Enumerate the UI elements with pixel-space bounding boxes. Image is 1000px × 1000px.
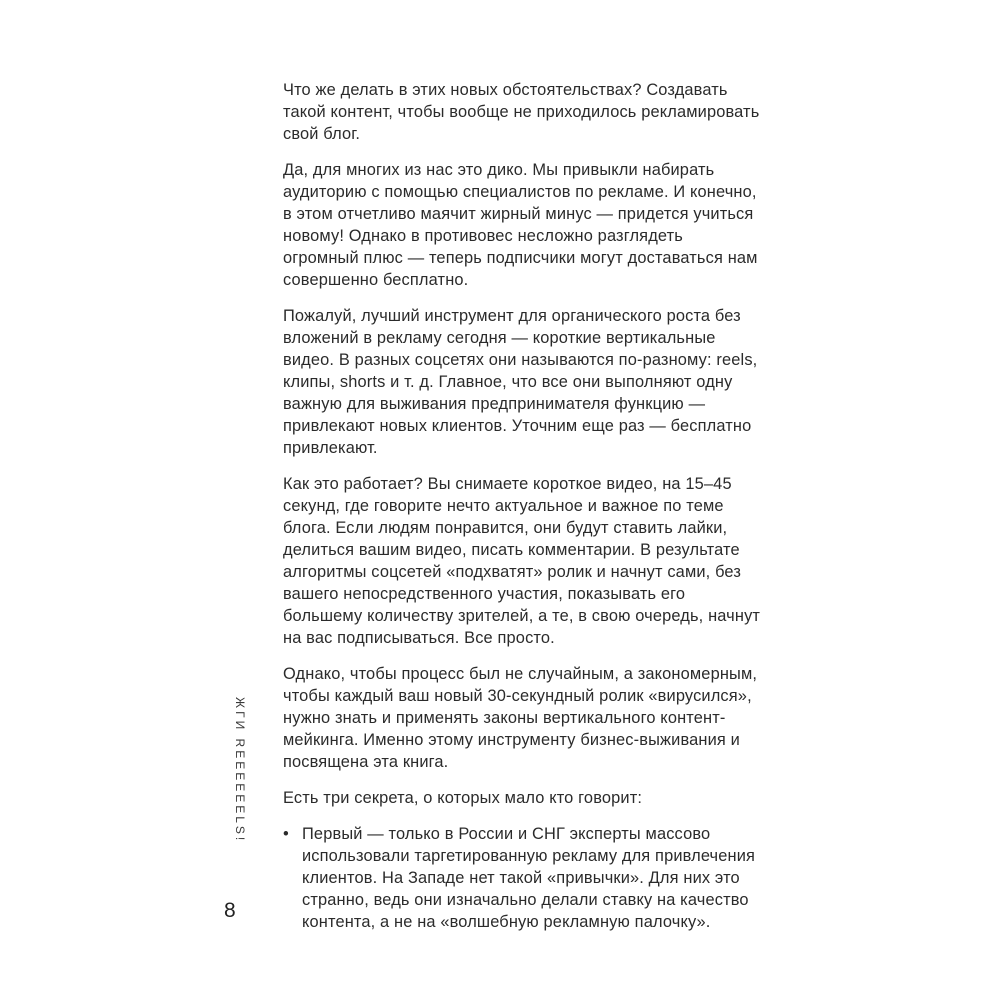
paragraph: Да, для многих из нас это дико. Мы привыкли набирать аудиторию с помощью специалистов по рекламе. И конечно, в этом отчетливо маячит жирный минус — придется учиться новому! Однако в противовес несложно разглядеть огромный плюс — теперь подписчики могут доставаться нам совершенно бесплатно.	[283, 161, 758, 289]
page-number: 8	[224, 899, 236, 922]
bullet-list	[283, 823, 763, 933]
paragraph: Однако, чтобы процесс был не случайным, а закономерным, чтобы каждый ваш новый 30-секундный ролик «вирусился», нужно знать и применять законы вертикального контент-мейкинга. Именно этому инструменту бизнес-выживания и посвящена эта книга.	[283, 665, 758, 771]
list-item	[283, 823, 763, 933]
running-head: ЖГИ REEEEEELS!	[233, 697, 247, 844]
paragraph: Пожалуй, лучший инструмент для органического роста без вложений в рекламу сегодня — короткие вертикальные видео. В разных соцсетях они называются по-разному: reels, клипы, shorts и т. д. Главное, что все они выполняют одну важную для выживания предпринимателя функцию — привлекают новых клиентов. Уточним еще раз — бесплатно привлекают.	[283, 307, 758, 457]
paragraph: Как это работает? Вы снимаете короткое видео, на 15–45 секунд, где говорите нечто актуальное и важное по теме блога. Если людям понравится, они будут ставить лайки, делиться вашим видео, писать комментарии. В результате алгоритмы соцсетей «подхватят» ролик и начнут сами, без вашего непосредственного участия, показывать его большему количеству зрителей, а те, в свою очередь, начнут на вас подписываться. Все просто.	[283, 475, 761, 647]
bullet-icon: •	[283, 825, 289, 843]
paragraph: Есть три секрета, о которых мало кто говорит:	[283, 789, 643, 807]
body-text	[283, 79, 763, 933]
list-item-text: Первый — только в России и СНГ эксперты массово использовали таргетированную рекламу для привлечения клиентов. На Западе нет такой «привычки». Для них это странно, ведь они изначально делали ставку на качество контента, а не на «волшебную рекламную палочку».	[302, 825, 756, 931]
paragraph: Что же делать в этих новых обстоятельствах? Создавать такой контент, чтобы вообще не приходилось рекламировать свой блог.	[283, 81, 760, 143]
